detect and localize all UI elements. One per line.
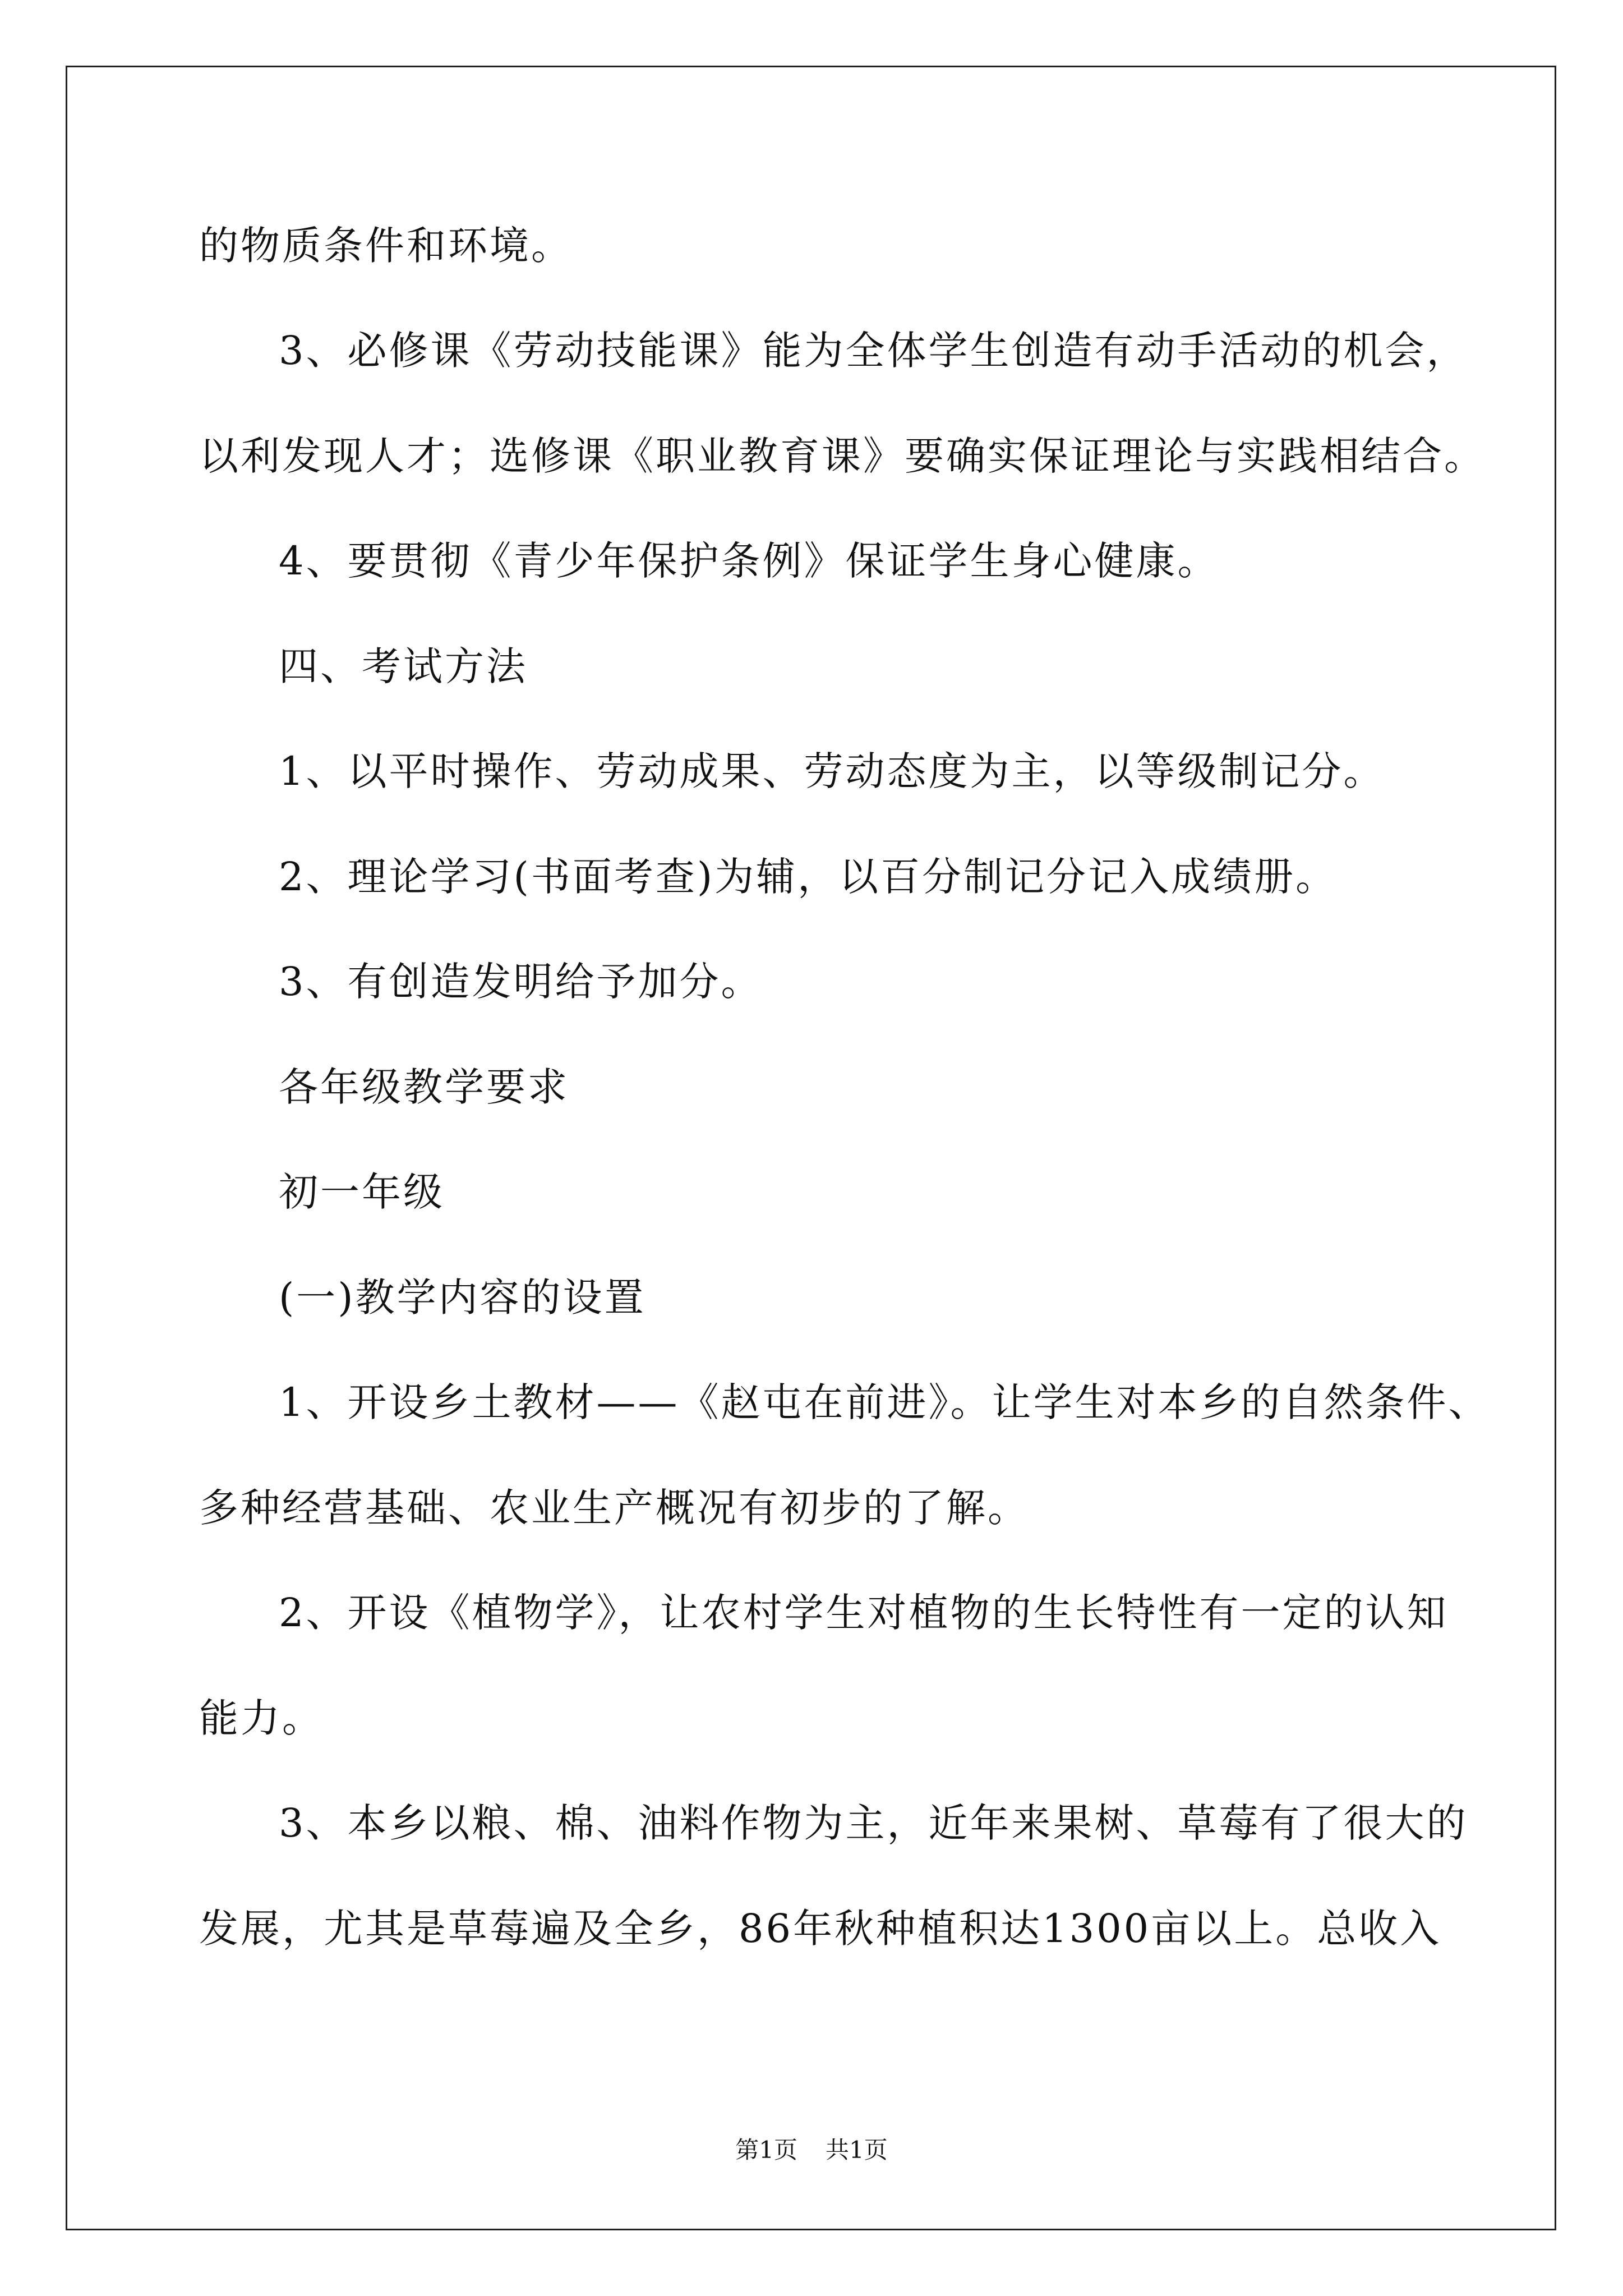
page-total: 共1页	[826, 2136, 888, 2164]
text-line: 2、开设《植物学》，让农村学生对植物的生长特性有一定的认知	[279, 1590, 1449, 1636]
text-line: 的物质条件和环境。	[199, 223, 573, 269]
page-number: 第1页	[735, 2136, 797, 2164]
text-line: 2、理论学习(书面考查)为辅，以百分制记分记入成绩册。	[279, 854, 1338, 900]
page-footer	[0, 2133, 1623, 2167]
text-line: 4、要贯彻《青少年保护条例》保证学生身心健康。	[279, 538, 1219, 584]
text-line: 多种经营基础、农业生产概况有初步的了解。	[199, 1485, 1029, 1531]
section-heading: (一)教学内容的设置	[279, 1274, 646, 1320]
text-line: 1、开设乡土教材——《赵屯在前进》。让学生对本乡的自然条件、	[279, 1379, 1490, 1425]
section-heading: 各年级教学要求	[279, 1064, 569, 1110]
text-line: 发展，尤其是草莓遍及全乡，86年秋种植积达1300亩以上。总收入	[199, 1906, 1442, 1952]
text-line: 3、必修课《劳动技能课》能为全体学生创造有动手活动的机会，	[279, 328, 1468, 374]
text-line: 能力。	[199, 1695, 324, 1741]
text-line: 3、本乡以粮、棉、油料作物为主，近年来果树、草莓有了很大的	[279, 1800, 1468, 1846]
section-heading: 四、考试方法	[279, 643, 528, 689]
section-heading: 初一年级	[279, 1169, 445, 1215]
text-line: 以利发现人才；选修课《职业教育课》要确实保证理论与实践相结合。	[199, 433, 1486, 479]
text-line: 3、有创造发明给予加分。	[279, 959, 763, 1005]
text-line: 1、以平时操作、劳动成果、劳动态度为主，以等级制记分。	[279, 748, 1385, 794]
